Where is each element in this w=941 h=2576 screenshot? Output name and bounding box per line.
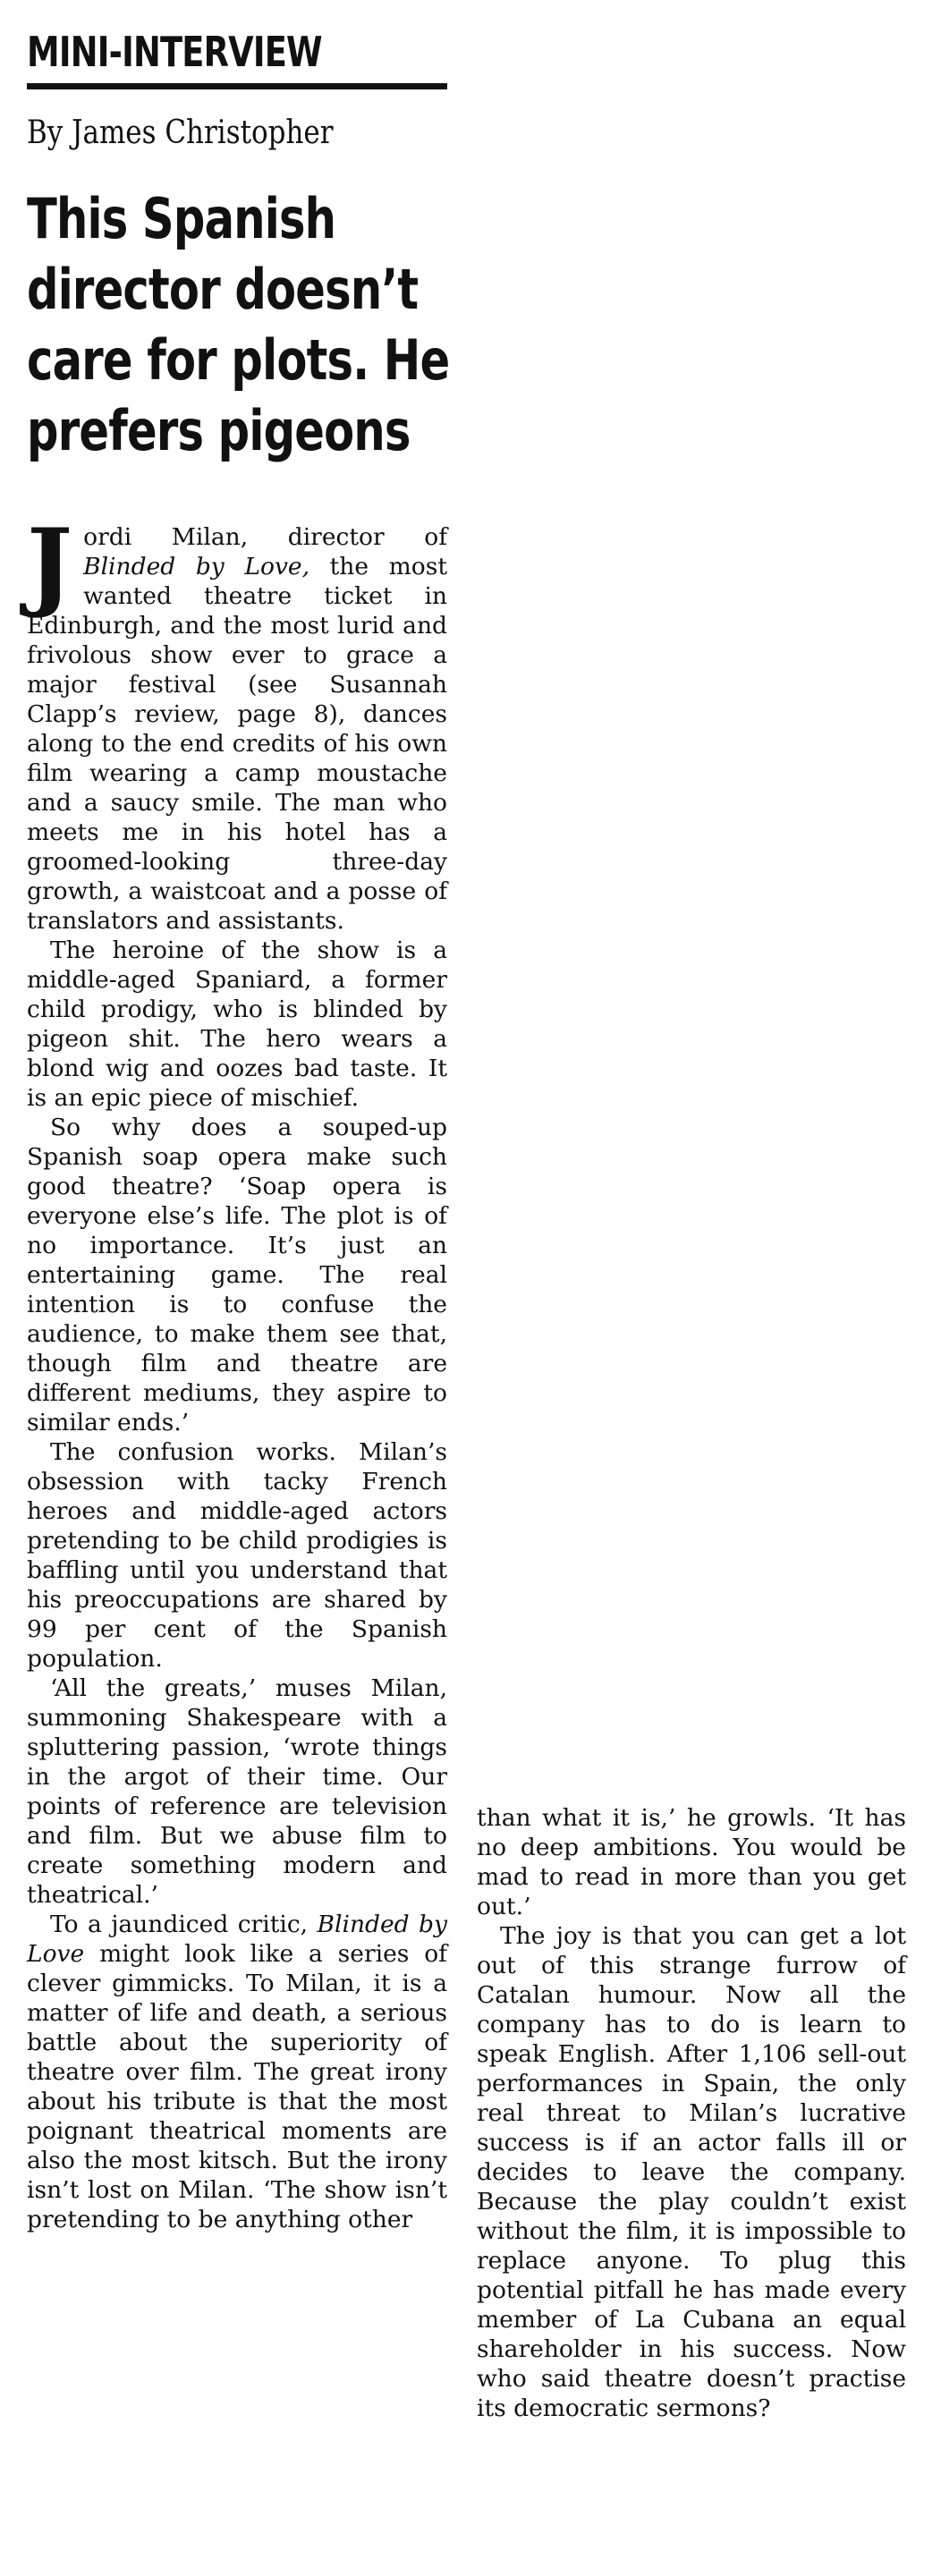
paragraph-text: might look like a series of clever gimmicks. To Milan, it is a matter of life and death, a serious battle about the superiority of theatre over film. The great irony about his tribute is that the most poignant theatrical moments are also the most kitsch. But the irony isn’t lost on Milan. ‘The show isn’t pretending to be anything other [27, 1940, 447, 2233]
headline-line: This Spanish [27, 186, 336, 251]
paragraph: The confusion works. Milan’s obsession with tacky French heroes and middle-aged actors pretending to be child prodigies is baffling until you understand that his preoccupations are shared by 99 per cent of the Spanish population. [27, 1438, 447, 1673]
headline-line: director doesn’t [27, 257, 419, 322]
drop-cap: J [27, 508, 73, 621]
paragraph: The heroine of the show is a middle-aged Spaniard, a former child prodigy, who is blinded by pigeon shit. The hero wears a blond wig and oozes bad taste. It is an epic piece of mischief. [27, 936, 447, 1112]
article-column-1 [27, 508, 448, 2234]
paragraph: So why does a souped-up Spanish soap opera make such good theatre? ‘Soap opera is everyone else’s life. The plot is of no importance. It’s just an entertaining game. The real intention is to confuse the audience, to make them see that, though film and theatre are different mediums, they aspire to similar ends.’ [27, 1114, 447, 1436]
headline [27, 183, 450, 466]
paragraph-text: the most wanted theatre ticket in Edinburgh, and the most lurid and frivolous show ever to grace a major festival (see Susannah Clapp’s review, page 8), dances along to the end credits of his own film wearing a camp moustache and a saucy smile. The man who meets me in his hotel has a groomed-looking three-day growth, a waistcoat and a posse of translators and assistants. [27, 553, 448, 935]
byline: By James Christopher [27, 114, 334, 151]
headline-line: prefers pigeons [27, 398, 411, 463]
paragraph [27, 508, 448, 936]
article-column-2 [477, 1803, 906, 2423]
headline-line: care for plots. He [27, 327, 450, 393]
paragraph: The joy is that you can get a lot out of this strange furrow of Catalan humour. Now all the company has to do is learn to speak English. After 1,106 sell-out performances in Spain, the only real threat to Milan’s lucrative success is if an actor falls ill or decides to leave the company. Because the play couldn’t exist without the film, it is impossible to replace anyone. To plug this potential pitfall he has made every member of La Cubana an equal shareholder in his success. Now who said theatre doesn’t practise its democratic sermons? [477, 1922, 906, 2422]
paragraph: than what it is,’ he growls. ‘It has no deep ambitions. You would be mad to read in more than you get out.’ [477, 1804, 906, 1920]
paragraph: ‘All the greats,’ muses Milan, summoning Shakespeare with a spluttering passion, ‘wrote things in the argot of their time. Our points of reference are television and film. But we abuse film to create something modern and theatrical.’ [27, 1674, 447, 1909]
paragraph [27, 1910, 447, 2234]
show-title: Blinded by Love, [83, 553, 310, 580]
paragraph-text: To a jaundiced critic, [50, 1911, 318, 1938]
show-title: Blinded by Love [27, 1911, 447, 1968]
paragraph-text: ordi Milan, director of [83, 523, 447, 551]
kicker-underline [27, 83, 447, 89]
section-kicker: MINI-INTERVIEW [27, 28, 322, 76]
